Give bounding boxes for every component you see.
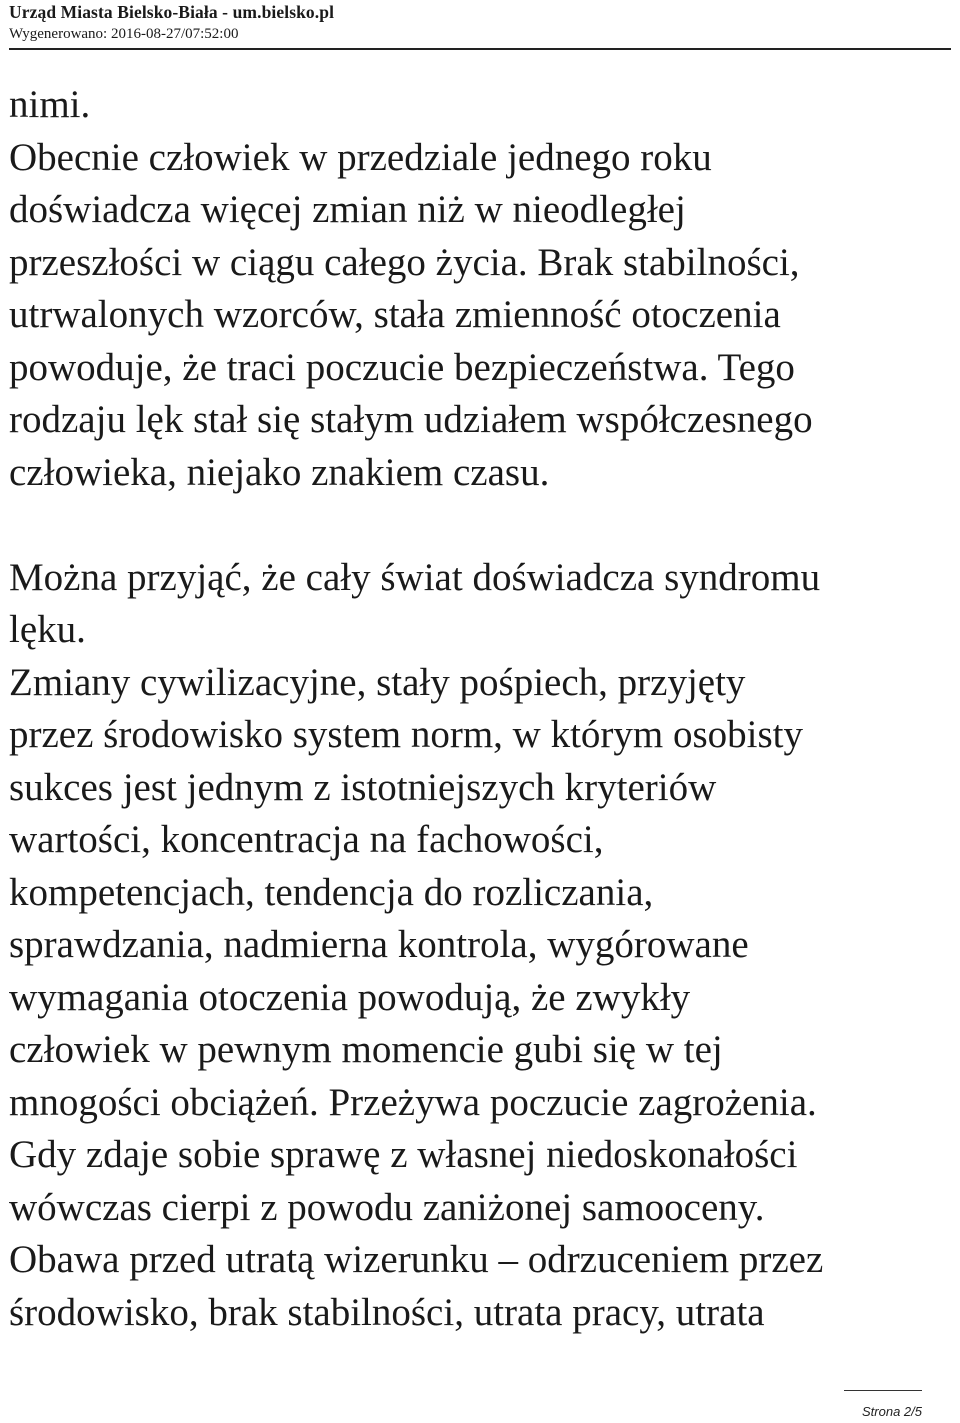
text-line: sprawdzania, nadmierna kontrola, wygórowane bbox=[9, 923, 749, 966]
text-line: sukces jest jednym z istotniejszych kryteriów bbox=[9, 765, 717, 809]
text-line: utrwalonych wzorców, stała zmienność otoczenia bbox=[9, 293, 781, 336]
text-line: człowiek w pewnym momencie gubi się w tej bbox=[9, 1028, 723, 1071]
header-divider bbox=[9, 48, 951, 50]
text-line: człowieka, niejako znakiem czasu. bbox=[9, 450, 550, 494]
document-body bbox=[9, 79, 954, 1339]
page-header bbox=[9, 2, 334, 42]
text-line: przeszłości w ciągu całego życia. Brak stabilności, bbox=[9, 240, 800, 284]
footer-divider bbox=[844, 1390, 922, 1391]
page-number: Strona 2/5 bbox=[862, 1404, 922, 1419]
text-line: doświadcza więcej zmian niż w nieodległej bbox=[9, 188, 686, 231]
text-line: środowisko, brak stabilności, utrata pracy, utrata bbox=[9, 1290, 765, 1334]
text-line: rodzaju lęk stał się stałym udziałem współczesnego bbox=[9, 398, 813, 441]
text-line: nimi. bbox=[9, 83, 91, 126]
site-title: Urząd Miasta Bielsko-Biała - um.bielsko.pl bbox=[9, 2, 335, 22]
text-line: kompetencjach, tendencja do rozliczania, bbox=[9, 870, 654, 914]
text-line: lęku. bbox=[9, 608, 86, 651]
text-line: Obecnie człowiek w przedziale jednego roku bbox=[9, 135, 712, 179]
text-line: wymagania otoczenia powodują, że zwykły bbox=[9, 975, 691, 1019]
text-line: mnogości obciążeń. Przeżywa poczucie zagrożenia. bbox=[9, 1080, 817, 1124]
paragraph-gap bbox=[9, 499, 954, 552]
text-line: Obawa przed utratą wizerunku – odrzuceniem przez bbox=[9, 1238, 824, 1281]
text-line: Gdy zdaje sobie sprawę z własnej niedoskonałości bbox=[9, 1133, 798, 1176]
text-line: Można przyjąć, że cały świat doświadcza syndromu bbox=[9, 555, 821, 599]
text-line: wartości, koncentracja na fachowości, bbox=[9, 818, 604, 861]
text-line: Zmiany cywilizacyjne, stały pośpiech, przyjęty bbox=[9, 660, 746, 704]
generated-timestamp: Wygenerowano: 2016-08-27/07:52:00 bbox=[9, 25, 239, 42]
text-line: wówczas cierpi z powodu zaniżonej samooceny. bbox=[9, 1185, 765, 1229]
text-line: przez środowisko system norm, w którym osobisty bbox=[9, 713, 804, 756]
text-line: powoduje, że traci poczucie bezpieczeństwa. Tego bbox=[9, 345, 795, 389]
